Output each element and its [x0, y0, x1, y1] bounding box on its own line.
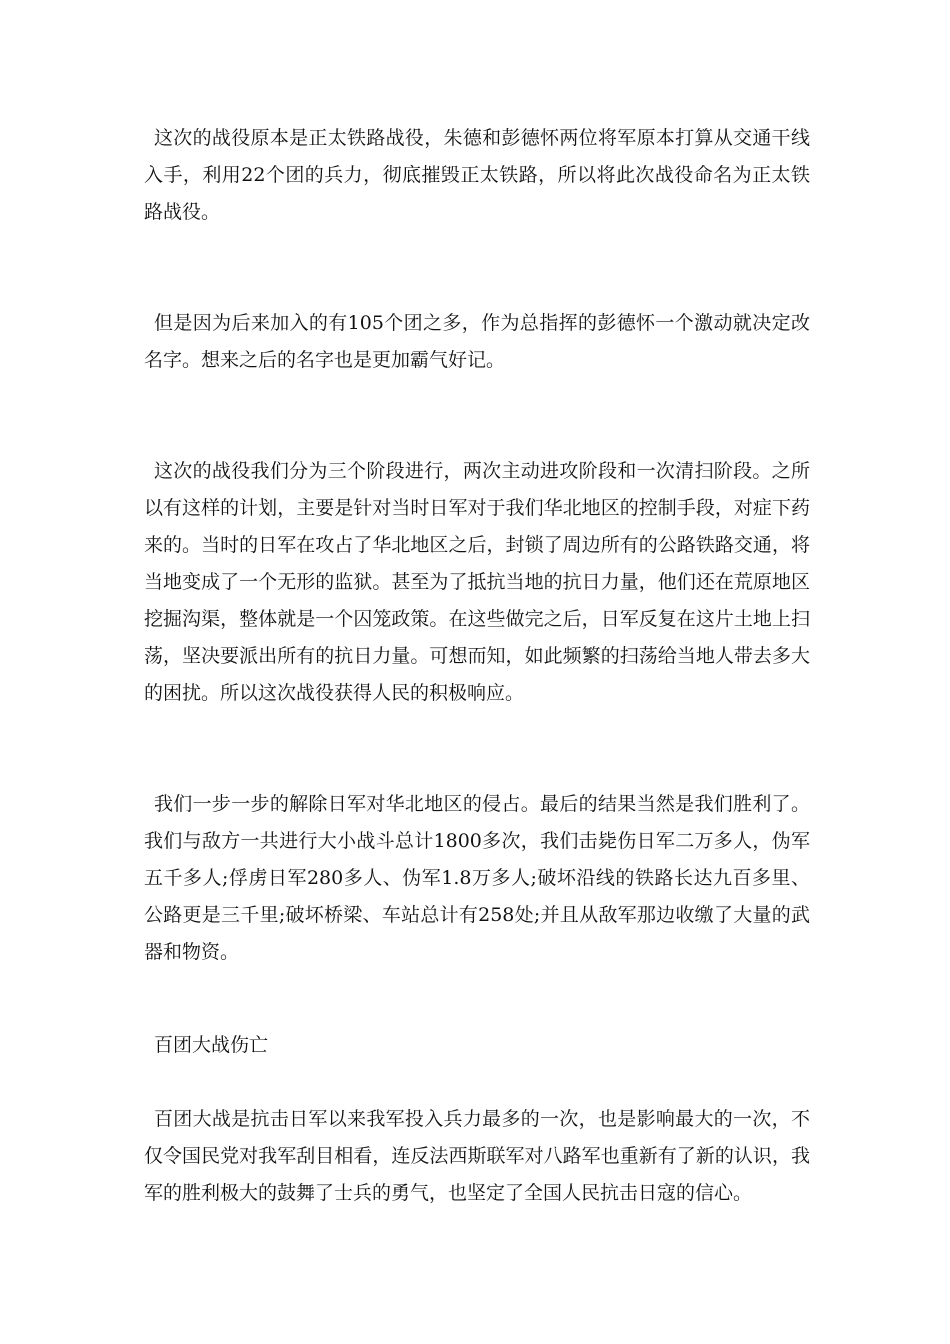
- spacer: [144, 231, 810, 305]
- spacer: [144, 1064, 810, 1101]
- document-body: [144, 120, 810, 1212]
- closing-paragraph: 百团大战是抗击日军以来我军投入兵力最多的一次，也是影响最大的一次，不仅令国民党对我军刮目相看，连反法西斯联军对八路军也重新有了新的认识，我军的胜利极大的鼓舞了士兵的勇气，也坚定了全国人民抗击日寇的信心。: [144, 1108, 810, 1204]
- spacer: [144, 712, 810, 786]
- section-heading: 百团大战伤亡: [154, 1034, 269, 1056]
- spacer: [144, 379, 810, 453]
- spacer: [144, 971, 810, 1027]
- paragraph-2: 但是因为后来加入的有105个团之多，作为总指挥的彭德怀一个激动就决定改名字。想来之后的名字也是更加霸气好记。: [144, 312, 810, 371]
- paragraph-4: 我们一步一步的解除日军对华北地区的侵占。最后的结果当然是我们胜利了。我们与敌方一共进行大小战斗总计1800多次，我们击毙伤日军二万多人，伪军五千多人;俘虏日军280多人、伪军1.8万多人;破坏沿线的铁路长达九百多里、公路更是三千里;破坏桥梁、车站总计有258处;并且从敌军那边收缴了大量的武器和物资。: [144, 793, 810, 963]
- paragraph-1: 这次的战役原本是正太铁路战役，朱德和彭德怀两位将军原本打算从交通干线入手，利用22个团的兵力，彻底摧毁正太铁路，所以将此次战役命名为正太铁路战役。: [144, 127, 810, 223]
- paragraph-3: 这次的战役我们分为三个阶段进行，两次主动进攻阶段和一次清扫阶段。之所以有这样的计划，主要是针对当时日军对于我们华北地区的控制手段，对症下药来的。当时的日军在攻占了华北地区之后，封锁了周边所有的公路铁路交通，将当地变成了一个无形的监狱。甚至为了抵抗当地的抗日力量，他们还在荒原地区挖掘沟渠，整体就是一个囚笼政策。在这些做完之后，日军反复在这片土地上扫荡，坚决要派出所有的抗日力量。可想而知，如此频繁的扫荡给当地人带去多大的困扰。所以这次战役获得人民的积极响应。: [144, 460, 810, 704]
